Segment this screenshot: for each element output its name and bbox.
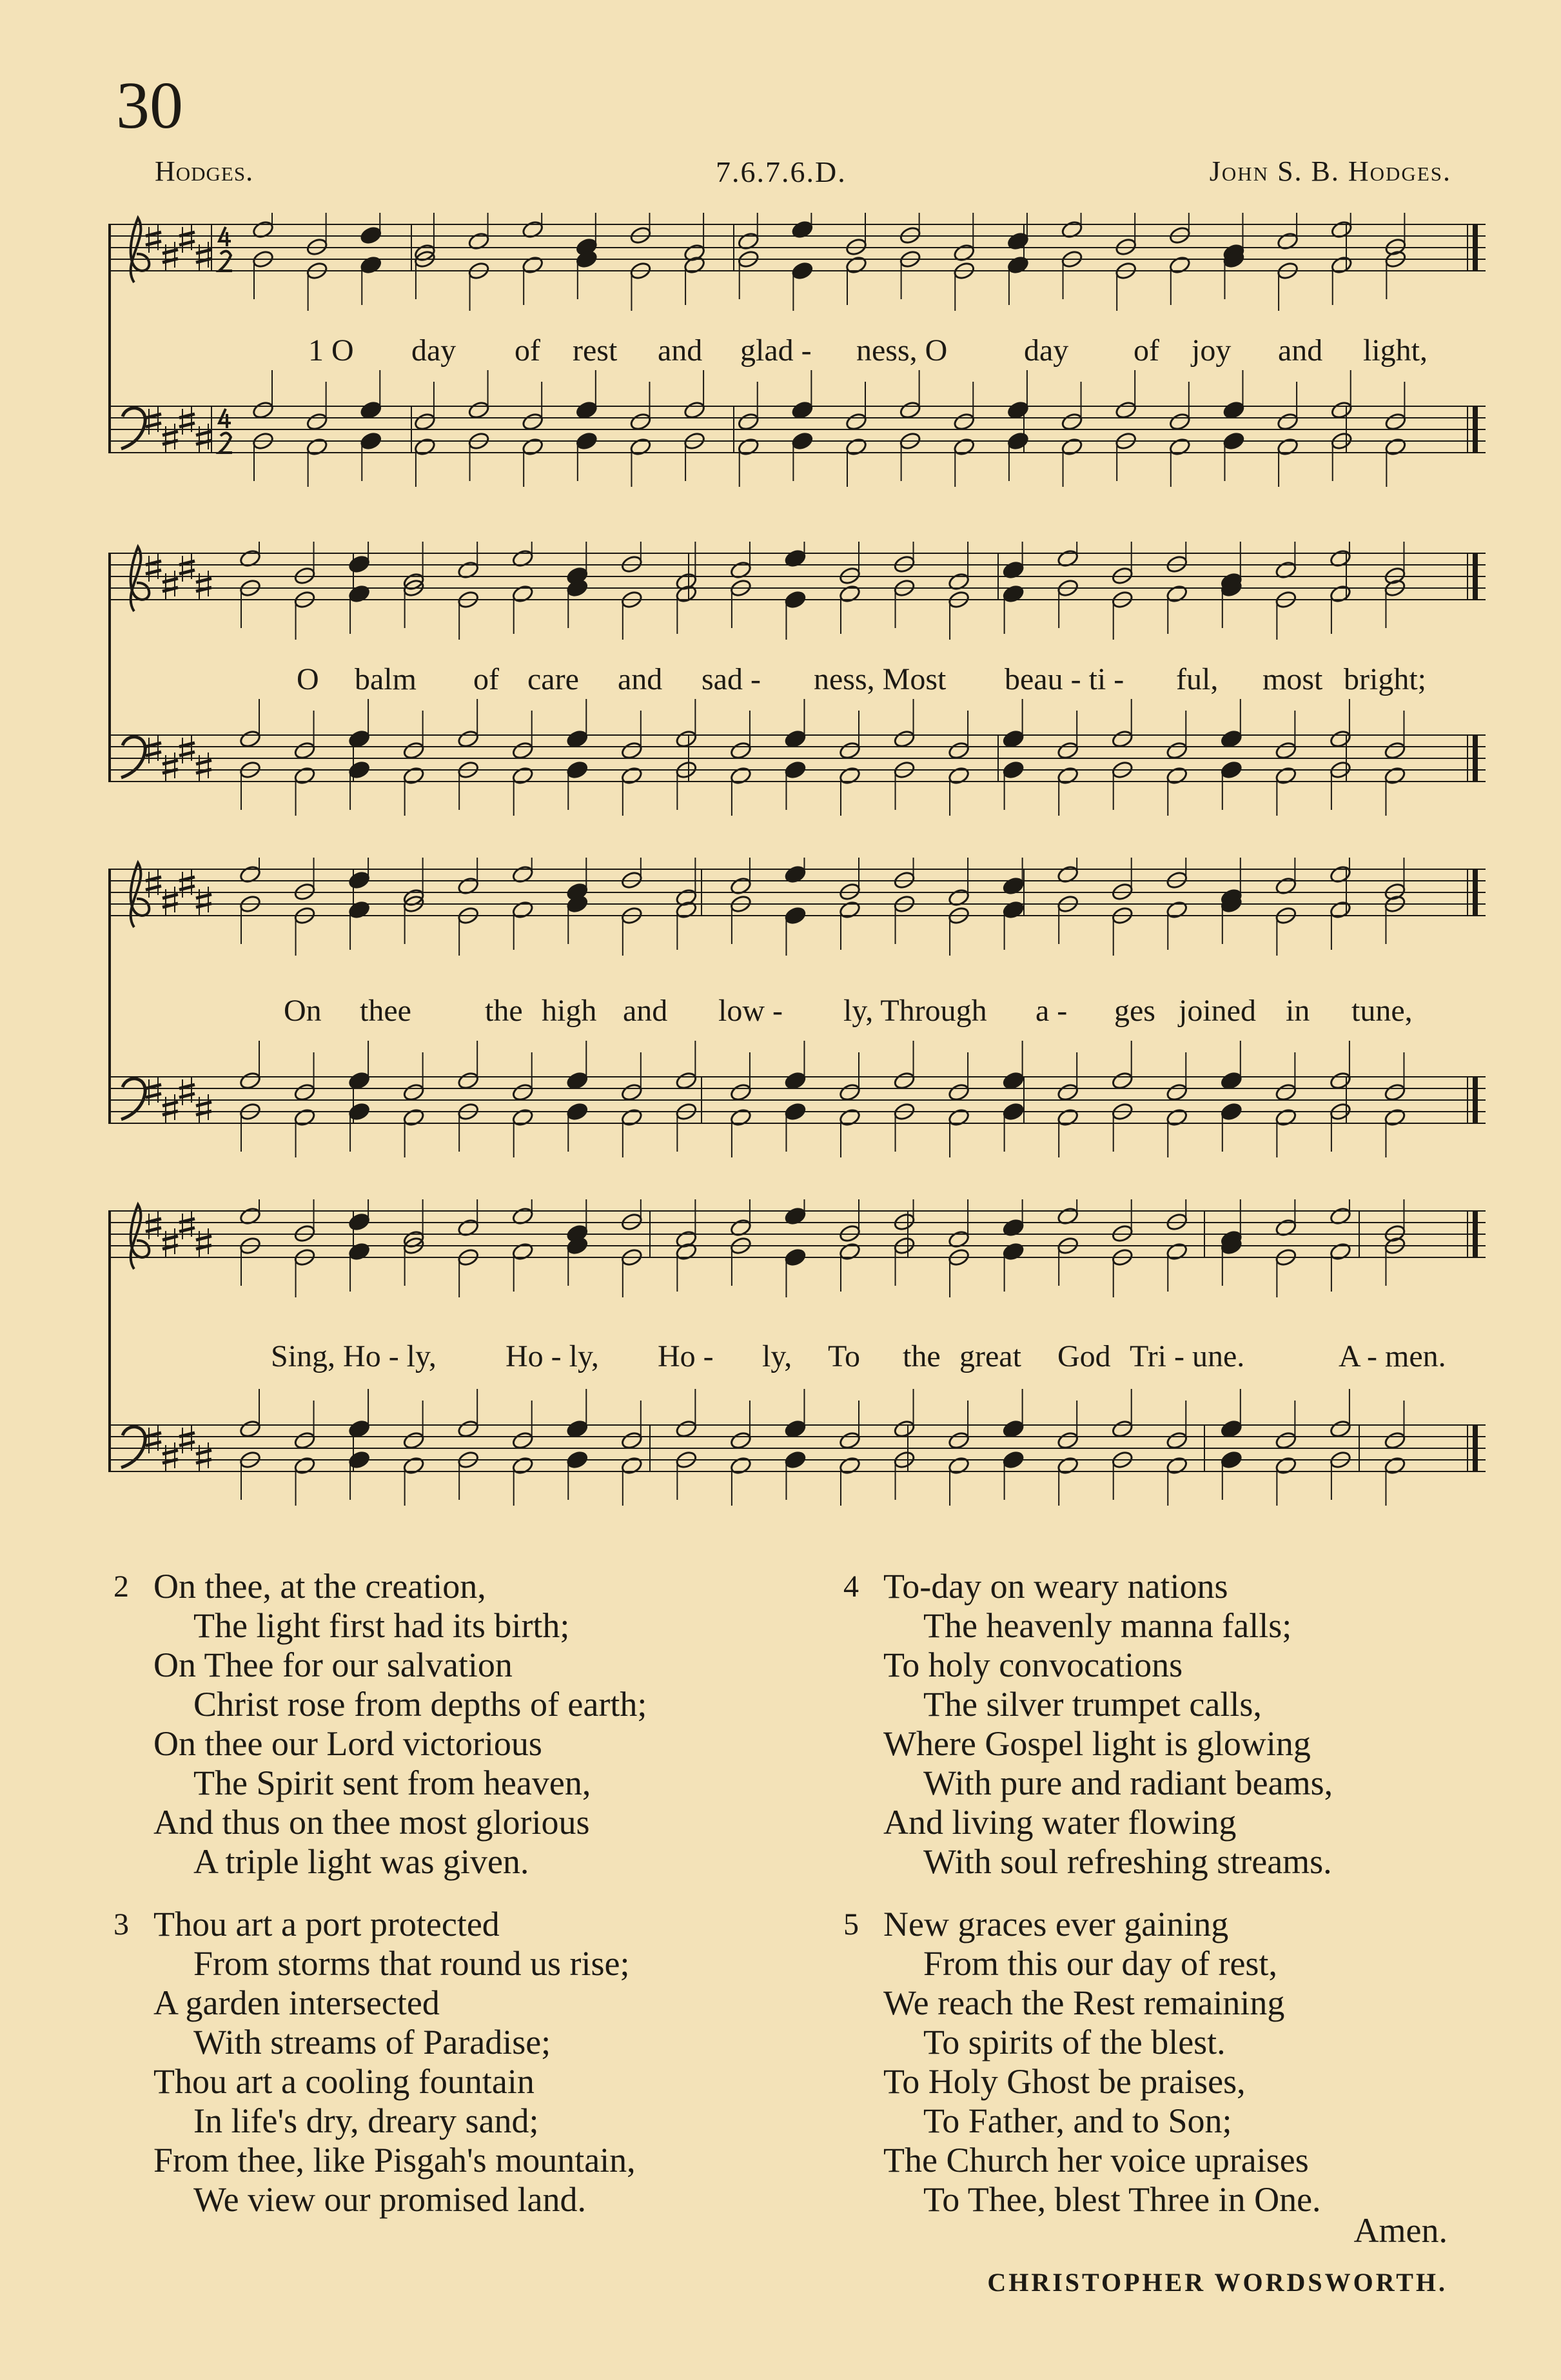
lyric-syllable: day [1024, 333, 1069, 368]
lyric-syllable: care [527, 662, 579, 696]
verse-line: The Church her voice upraises [883, 2141, 1309, 2179]
lyric-syllable: light, [1363, 333, 1428, 368]
author: CHRISTOPHER WORDSWORTH. [987, 2268, 1448, 2297]
lyric-syllable: A - men. [1339, 1339, 1446, 1373]
lyric-syllable: and [658, 333, 703, 368]
lyric-syllable: a - [1036, 994, 1068, 1028]
music-system-2 [108, 542, 1488, 845]
music-system-3 [108, 858, 1488, 1193]
lyric-syllable: high [542, 994, 597, 1028]
verse-amen: Amen. [1353, 2211, 1448, 2250]
lyric-syllable: most [1262, 662, 1323, 696]
verse-line: From this our day of rest, [923, 1944, 1277, 1983]
verse-line: Thou art a cooling fountain [153, 2062, 535, 2101]
verse-number: 5 [843, 1907, 859, 1942]
lyric-syllable: in [1286, 994, 1310, 1028]
lyric-syllable: ges [1114, 994, 1155, 1028]
verse-line: A garden intersected [153, 1983, 440, 2022]
lyric-syllable: rest [573, 333, 618, 368]
meter: 7.6.7.6.D. [716, 155, 847, 188]
lyric-syllable: low - [718, 994, 783, 1028]
lyric-syllable: ness, O [856, 333, 948, 368]
verse-line: The silver trumpet calls, [923, 1685, 1262, 1724]
lyric-syllable: day [411, 333, 457, 368]
verse-5 [843, 1905, 1321, 2219]
music-system-1 [108, 213, 1488, 516]
lyric-syllable: and [1278, 333, 1323, 368]
lyric-syllable: ly, Through [843, 994, 987, 1028]
lyric-syllable: of [1134, 333, 1159, 368]
verse-line: From thee, like Pisgah's mountain, [153, 2141, 636, 2179]
verse-3 [113, 1905, 636, 2219]
verse-line: In life's dry, dreary sand; [193, 2101, 539, 2140]
verse-4 [843, 1567, 1333, 1882]
verse-line: A triple light was given. [193, 1842, 529, 1881]
verse-line: To Holy Ghost be praises, [883, 2062, 1246, 2101]
verse-line: With soul refreshing streams. [923, 1842, 1332, 1881]
verse-number: 2 [113, 1569, 129, 1604]
lyric-syllable: ness, Most [814, 662, 947, 696]
lyric-syllable: tune, [1351, 994, 1413, 1028]
lyric-syllable: the [903, 1339, 941, 1373]
verse-line: To Thee, blest Three in One. [923, 2180, 1321, 2219]
lyric-syllable: of [515, 333, 540, 368]
verse-line: On thee, at the creation, [153, 1567, 486, 1606]
verse-line: The light first had its birth; [193, 1606, 570, 1645]
lyric-syllable: To [828, 1339, 860, 1373]
lyric-syllable: ly, [762, 1339, 792, 1373]
verse-line: Where Gospel light is glowing [883, 1724, 1311, 1763]
verse-line: On Thee for our salvation [153, 1646, 513, 1684]
verse-line: With pure and radiant beams, [923, 1764, 1333, 1802]
verse-2 [113, 1567, 647, 1882]
verse-line: New graces ever gaining [883, 1905, 1229, 1943]
lyric-syllable: God [1057, 1339, 1111, 1373]
lyric-syllable: Tri - une. [1130, 1339, 1245, 1373]
lyric-syllable: sad - [702, 662, 761, 696]
verse-line: The heavenly manna falls; [923, 1606, 1292, 1645]
lyric-syllable: glad - [740, 333, 812, 368]
verse-line: To spirits of the blest. [923, 2023, 1226, 2061]
verse-line: Christ rose from depths of earth; [193, 1685, 647, 1724]
verse-line: To-day on weary nations [883, 1567, 1228, 1606]
lyric-syllable: and [623, 994, 668, 1028]
lyric-syllable: joined [1179, 994, 1256, 1028]
lyric-syllable: On [284, 994, 322, 1028]
lyric-syllable: great [959, 1339, 1021, 1373]
verse-line: The Spirit sent from heaven, [193, 1764, 591, 1802]
composer: John S. B. Hodges. [1209, 155, 1451, 187]
lyric-syllable: the [485, 994, 523, 1028]
lyric-syllable: 1 O [308, 333, 354, 368]
verse-line: Thou art a port protected [153, 1905, 500, 1943]
lyric-syllable: O [297, 662, 319, 696]
verse-line: From storms that round us rise; [193, 1944, 630, 1983]
verse-line: We reach the Rest remaining [883, 1983, 1285, 2022]
lyric-syllable: beau - ti - [1005, 662, 1124, 696]
verse-line: We view our promised land. [193, 2180, 587, 2219]
music-system-4 [108, 1199, 1488, 1535]
verse-number: 3 [113, 1907, 129, 1942]
lyric-syllable: balm [355, 662, 417, 696]
lyric-syllable: ful, [1176, 662, 1219, 696]
lyric-syllable: and [618, 662, 663, 696]
lyric-syllable: of [473, 662, 499, 696]
verse-line: And living water flowing [883, 1803, 1237, 1842]
verse-line: On thee our Lord victorious [153, 1724, 542, 1763]
verse-line: To holy convocations [883, 1646, 1183, 1684]
hymn-number: 30 [116, 68, 183, 143]
lyric-syllable: bright; [1344, 662, 1426, 696]
verse-line: With streams of Paradise; [193, 2023, 551, 2061]
verse-line: And thus on thee most glorious [153, 1803, 590, 1842]
lyric-syllable: thee [360, 994, 411, 1028]
lyric-syllable: joy [1192, 333, 1232, 368]
tune-name: Hodges. [155, 155, 254, 187]
verse-line: To Father, and to Son; [923, 2101, 1232, 2140]
lyric-syllable: Ho - [658, 1339, 714, 1373]
lyric-syllable: Sing, Ho - ly, [271, 1339, 437, 1373]
lyric-syllable: Ho - ly, [506, 1339, 599, 1373]
verse-number: 4 [843, 1569, 859, 1604]
